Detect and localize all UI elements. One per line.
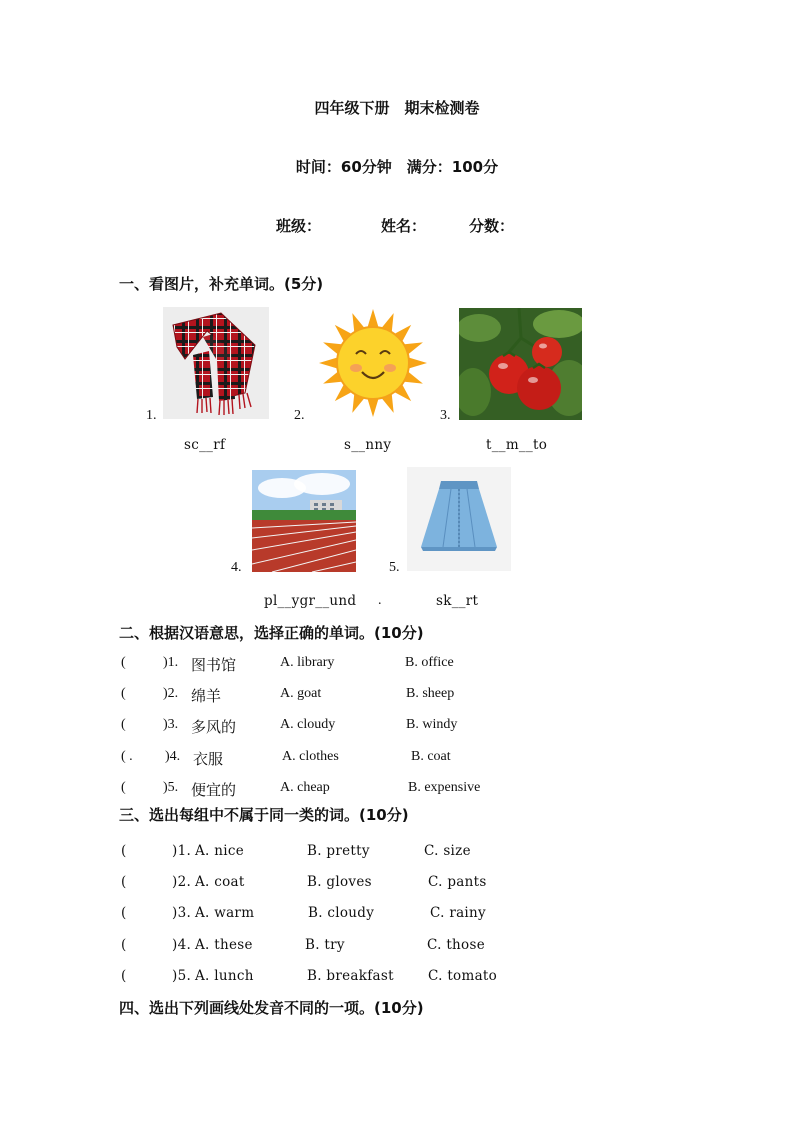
- answer-paren[interactable]: ( .: [121, 749, 133, 764]
- option-c: C. rainy: [430, 905, 486, 921]
- option-c: C. pants: [428, 874, 487, 890]
- option-a: A. cloudy: [280, 717, 336, 732]
- question-number: )3.: [172, 905, 192, 921]
- chinese-word: 多风的: [191, 718, 237, 736]
- score-label: 分数：: [469, 217, 515, 235]
- answer-paren[interactable]: (: [121, 843, 127, 859]
- chinese-word: 绵羊: [191, 687, 222, 705]
- playground-image: [252, 470, 356, 572]
- section-1-title: 一、看图片，补充单词。(5分): [119, 275, 324, 293]
- option-b: B. try: [305, 937, 345, 953]
- chinese-word: 图书馆: [191, 656, 237, 674]
- option-b: B. breakfast: [307, 968, 394, 984]
- chinese-word: 衣服: [193, 750, 224, 768]
- answer-paren[interactable]: (: [121, 717, 126, 732]
- option-a: A. coat: [195, 874, 245, 890]
- answer-paren[interactable]: (: [121, 874, 127, 890]
- option-a: A. goat: [280, 686, 322, 701]
- time-score-line: 时间：60分钟 满分：100分: [295, 158, 499, 176]
- option-a: A. nice: [195, 843, 244, 859]
- option-c: C. those: [427, 937, 485, 953]
- option-b: B. pretty: [307, 843, 370, 859]
- section-2-title: 二、根据汉语意思，选择正确的单词。(10分): [119, 624, 424, 642]
- page-title: 四年级下册 期末检测卷: [314, 99, 480, 117]
- tomato-image: [459, 308, 582, 420]
- chinese-word: 便宜的: [191, 781, 237, 799]
- item-3-word: t__m__to: [486, 437, 548, 453]
- answer-paren[interactable]: (: [121, 686, 126, 701]
- section-3-title: 三、选出每组中不属于同一类的词。(10分): [119, 806, 409, 824]
- item-3-number: 3.: [440, 408, 451, 423]
- option-a: A. lunch: [195, 968, 254, 984]
- sun-image: [318, 308, 428, 418]
- skirt-image: [407, 467, 511, 571]
- section-4-title: 四、选出下列画线处发音不同的一项。(10分): [119, 999, 424, 1017]
- item-5-number: 5.: [389, 560, 400, 575]
- question-number: )2.: [172, 874, 192, 890]
- item-5-word: sk__rt: [436, 593, 479, 609]
- name-label: 姓名：: [381, 217, 427, 235]
- option-a: A. warm: [195, 905, 255, 921]
- item-2-word: s__nny: [344, 437, 392, 453]
- option-a: A. these: [195, 937, 253, 953]
- question-number: )5.: [163, 780, 179, 795]
- answer-paren[interactable]: (: [121, 780, 126, 795]
- option-b: B. gloves: [307, 874, 372, 890]
- option-a: A. cheap: [280, 780, 330, 795]
- option-b: B. office: [405, 655, 454, 670]
- option-b: B. sheep: [406, 686, 455, 701]
- item-1-number: 1.: [146, 408, 157, 423]
- option-b: B. expensive: [408, 780, 481, 795]
- answer-paren[interactable]: (: [121, 968, 127, 984]
- stray-dot: .: [378, 593, 382, 608]
- question-number: )1.: [163, 655, 179, 670]
- answer-paren[interactable]: (: [121, 937, 127, 953]
- item-1-word: sc__rf: [184, 437, 226, 453]
- question-number: )1.: [172, 843, 192, 859]
- option-c: C. tomato: [428, 968, 498, 984]
- option-b: B. cloudy: [308, 905, 375, 921]
- option-c: C. size: [424, 843, 471, 859]
- option-a: A. library: [280, 655, 335, 670]
- scarf-image: [163, 307, 269, 419]
- class-label: 班级：: [276, 217, 322, 235]
- option-b: B. coat: [411, 749, 451, 764]
- question-number: )4.: [165, 749, 181, 764]
- question-number: )3.: [163, 717, 179, 732]
- question-number: )4.: [172, 937, 192, 953]
- item-4-word: pl__ygr__und: [264, 593, 357, 609]
- answer-paren[interactable]: (: [121, 655, 126, 670]
- item-2-number: 2.: [294, 408, 305, 423]
- question-number: )2.: [163, 686, 179, 701]
- answer-paren[interactable]: (: [121, 905, 127, 921]
- question-number: )5.: [172, 968, 192, 984]
- option-b: B. windy: [406, 717, 458, 732]
- item-4-number: 4.: [231, 560, 242, 575]
- option-a: A. clothes: [282, 749, 339, 764]
